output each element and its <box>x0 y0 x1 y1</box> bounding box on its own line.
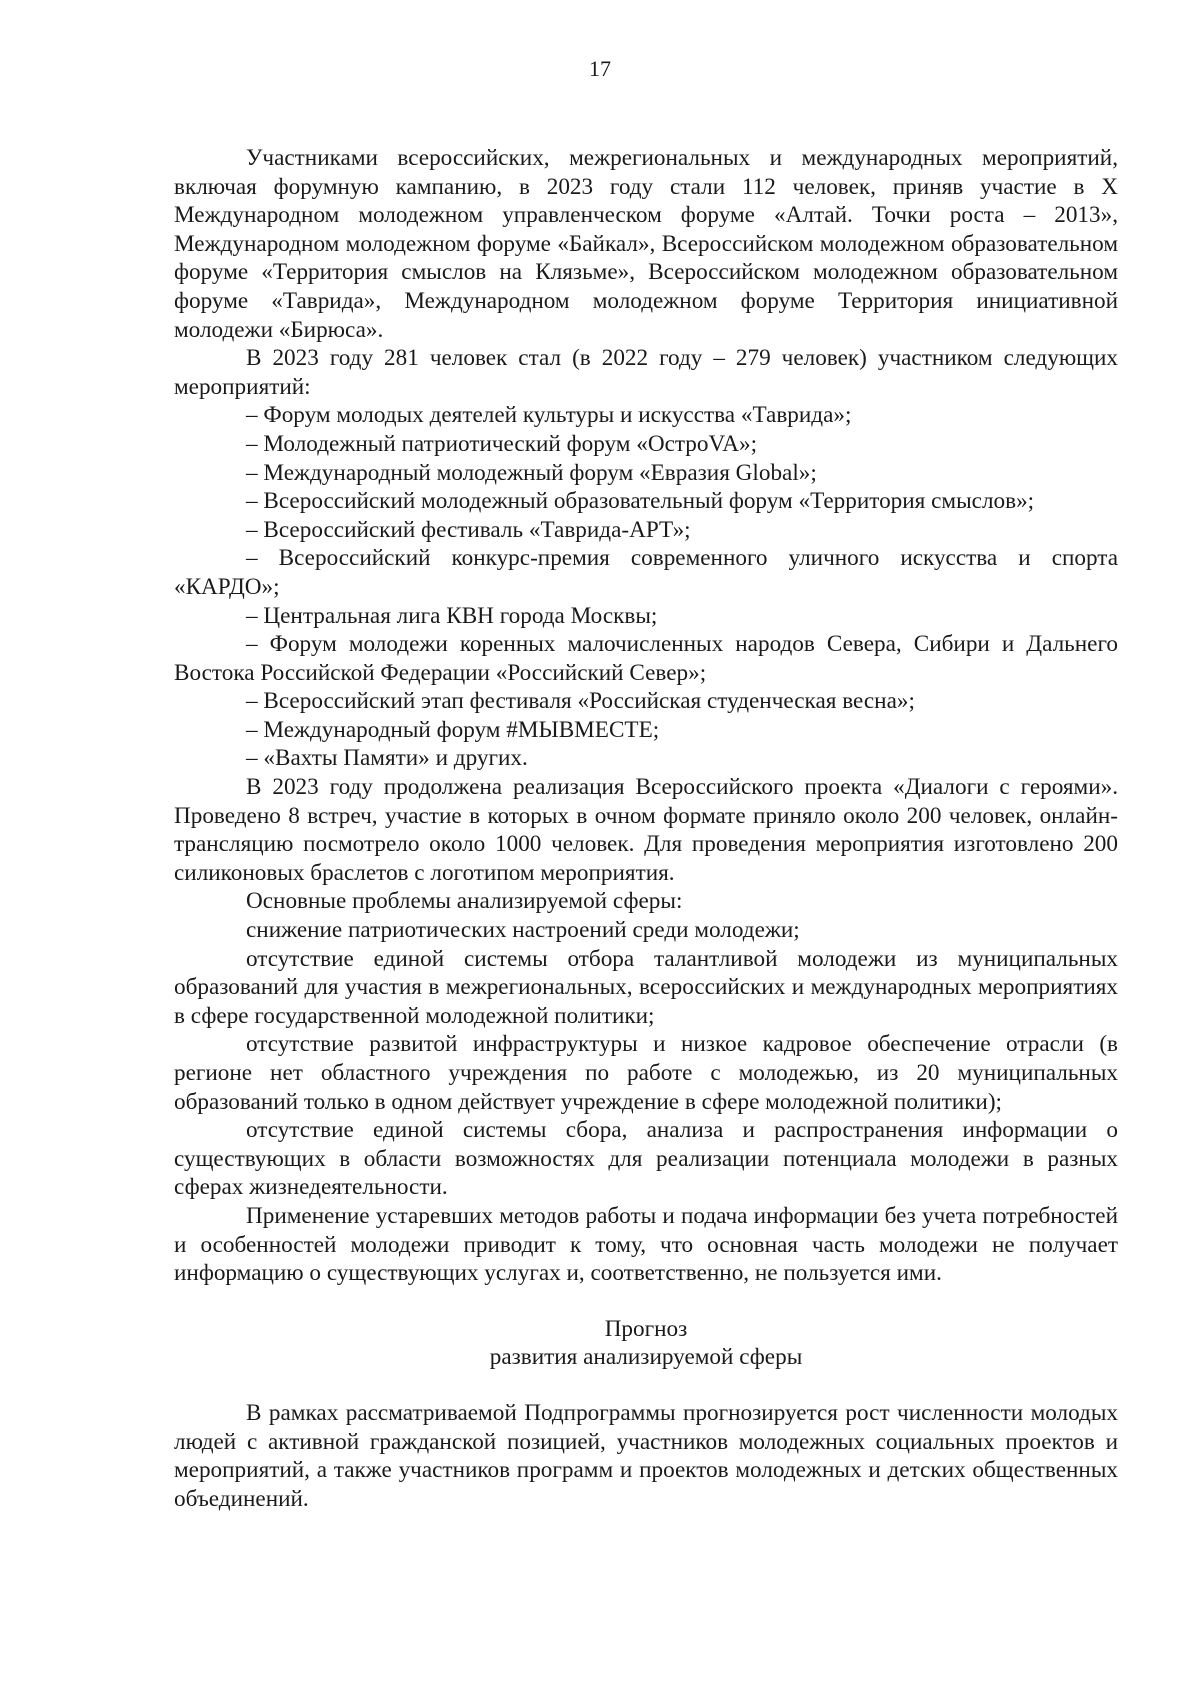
list-item: – «Вахты Памяти» и других. <box>246 745 528 772</box>
list-item: – Всероссийский молодежный образовательный форум «Территория смыслов»; <box>246 488 1035 515</box>
list-item: – Всероссийский фестиваль «Таврида-АРТ»; <box>246 516 691 543</box>
problem-item: отсутствие развитой инфраструктуры и низкое кадровое обеспечение отрасли (в регионе нет областного учреждения по работе с молодежью, из 20 муниципальных образований только в одном действует учреждение в сфере молодежной политики); <box>174 1031 1118 1115</box>
section-heading-line2: развития анализируемой сферы <box>489 1344 803 1371</box>
page-number: 17 <box>589 56 611 81</box>
paragraph-dialogues-project: В 2023 году продолжена реализация Всероссийского проекта «Диалоги с героями». Проведено 8 встреч, участие в которых в очном формате приняло около 200 человек, онлайн-трансляцию посмотрело около 1000 человек. Для проведения мероприятия изготовлено 200 силиконовых браслетов с логотипом мероприятия. <box>174 774 1118 886</box>
list-item: – Молодежный патриотический форум «ОстроVA»; <box>246 430 758 457</box>
body-text <box>174 144 1118 1513</box>
paragraph-2023-participants: В 2023 году 281 человек стал (в 2022 году – 279 человек) участником следующих мероприятий: <box>174 345 1118 400</box>
list-item: – Всероссийский конкурс-премия современного уличного искусства и спорта «КАРДО»; <box>174 545 1118 600</box>
paragraph-main-problems: Основные проблемы анализируемой сферы: <box>246 888 683 915</box>
section-heading-line1: Прогноз <box>604 1315 688 1342</box>
list-item: – Форум молодежи коренных малочисленных народов Севера, Сибири и Дальнего Востока Российской Федерации «Российский Север»; <box>174 631 1118 686</box>
list-item: – Форум молодых деятелей культуры и искусства «Таврида»; <box>246 402 852 429</box>
paragraph-forum-participants: Участниками всероссийских, межрегиональных и международных мероприятий, включая форумную кампанию, в 2023 году стали 112 человек, приняв участие в X Международном молодежном управленческом форуме «Алтай. Точки роста – 2013», Международном молодежном форуме «Байкал», Всероссийском молодежном образовательном форуме «Территория смыслов на Клязьме», Всероссийском молодежном образовательном форуме «Таврида», Международном молодежном форуме Территория инициативной молодежи «Бирюса». <box>174 145 1118 343</box>
list-item: – Центральная лига КВН города Москвы; <box>246 602 658 629</box>
problem-item: снижение патриотических настроений среди молодежи; <box>246 917 800 944</box>
problem-item: отсутствие единой системы отбора талантливой молодежи из муниципальных образований для участия в межрегиональных, всероссийских и международных мероприятиях в сфере государственной молодежной политики; <box>174 945 1118 1029</box>
list-item: – Всероссийский этап фестиваля «Российская студенческая весна»; <box>246 688 915 715</box>
list-item: – Международный молодежный форум «Евразия Global»; <box>246 459 817 486</box>
list-item: – Международный форум #МЫВМЕСТЕ; <box>246 716 660 743</box>
paragraph-forecast: В рамках рассматриваемой Подпрограммы прогнозируется рост численности молодых людей с активной гражданской позицией, участников молодежных социальных проектов и мероприятий, а также участников программ и проектов молодежных и детских общественных объединений. <box>174 1399 1118 1512</box>
paragraph-outdated-methods: Применение устаревших методов работы и подача информации без учета потребностей и особенностей молодежи приводит к тому, что основная часть молодежи не получает информацию о существующих услугах и, соответственно, не пользуется ими. <box>174 1202 1118 1287</box>
problem-item: отсутствие единой системы сбора, анализа и распространения информации о существующих в области возможностях для реализации потенциала молодежи в разных сферах жизнедеятельности. <box>174 1117 1118 1201</box>
